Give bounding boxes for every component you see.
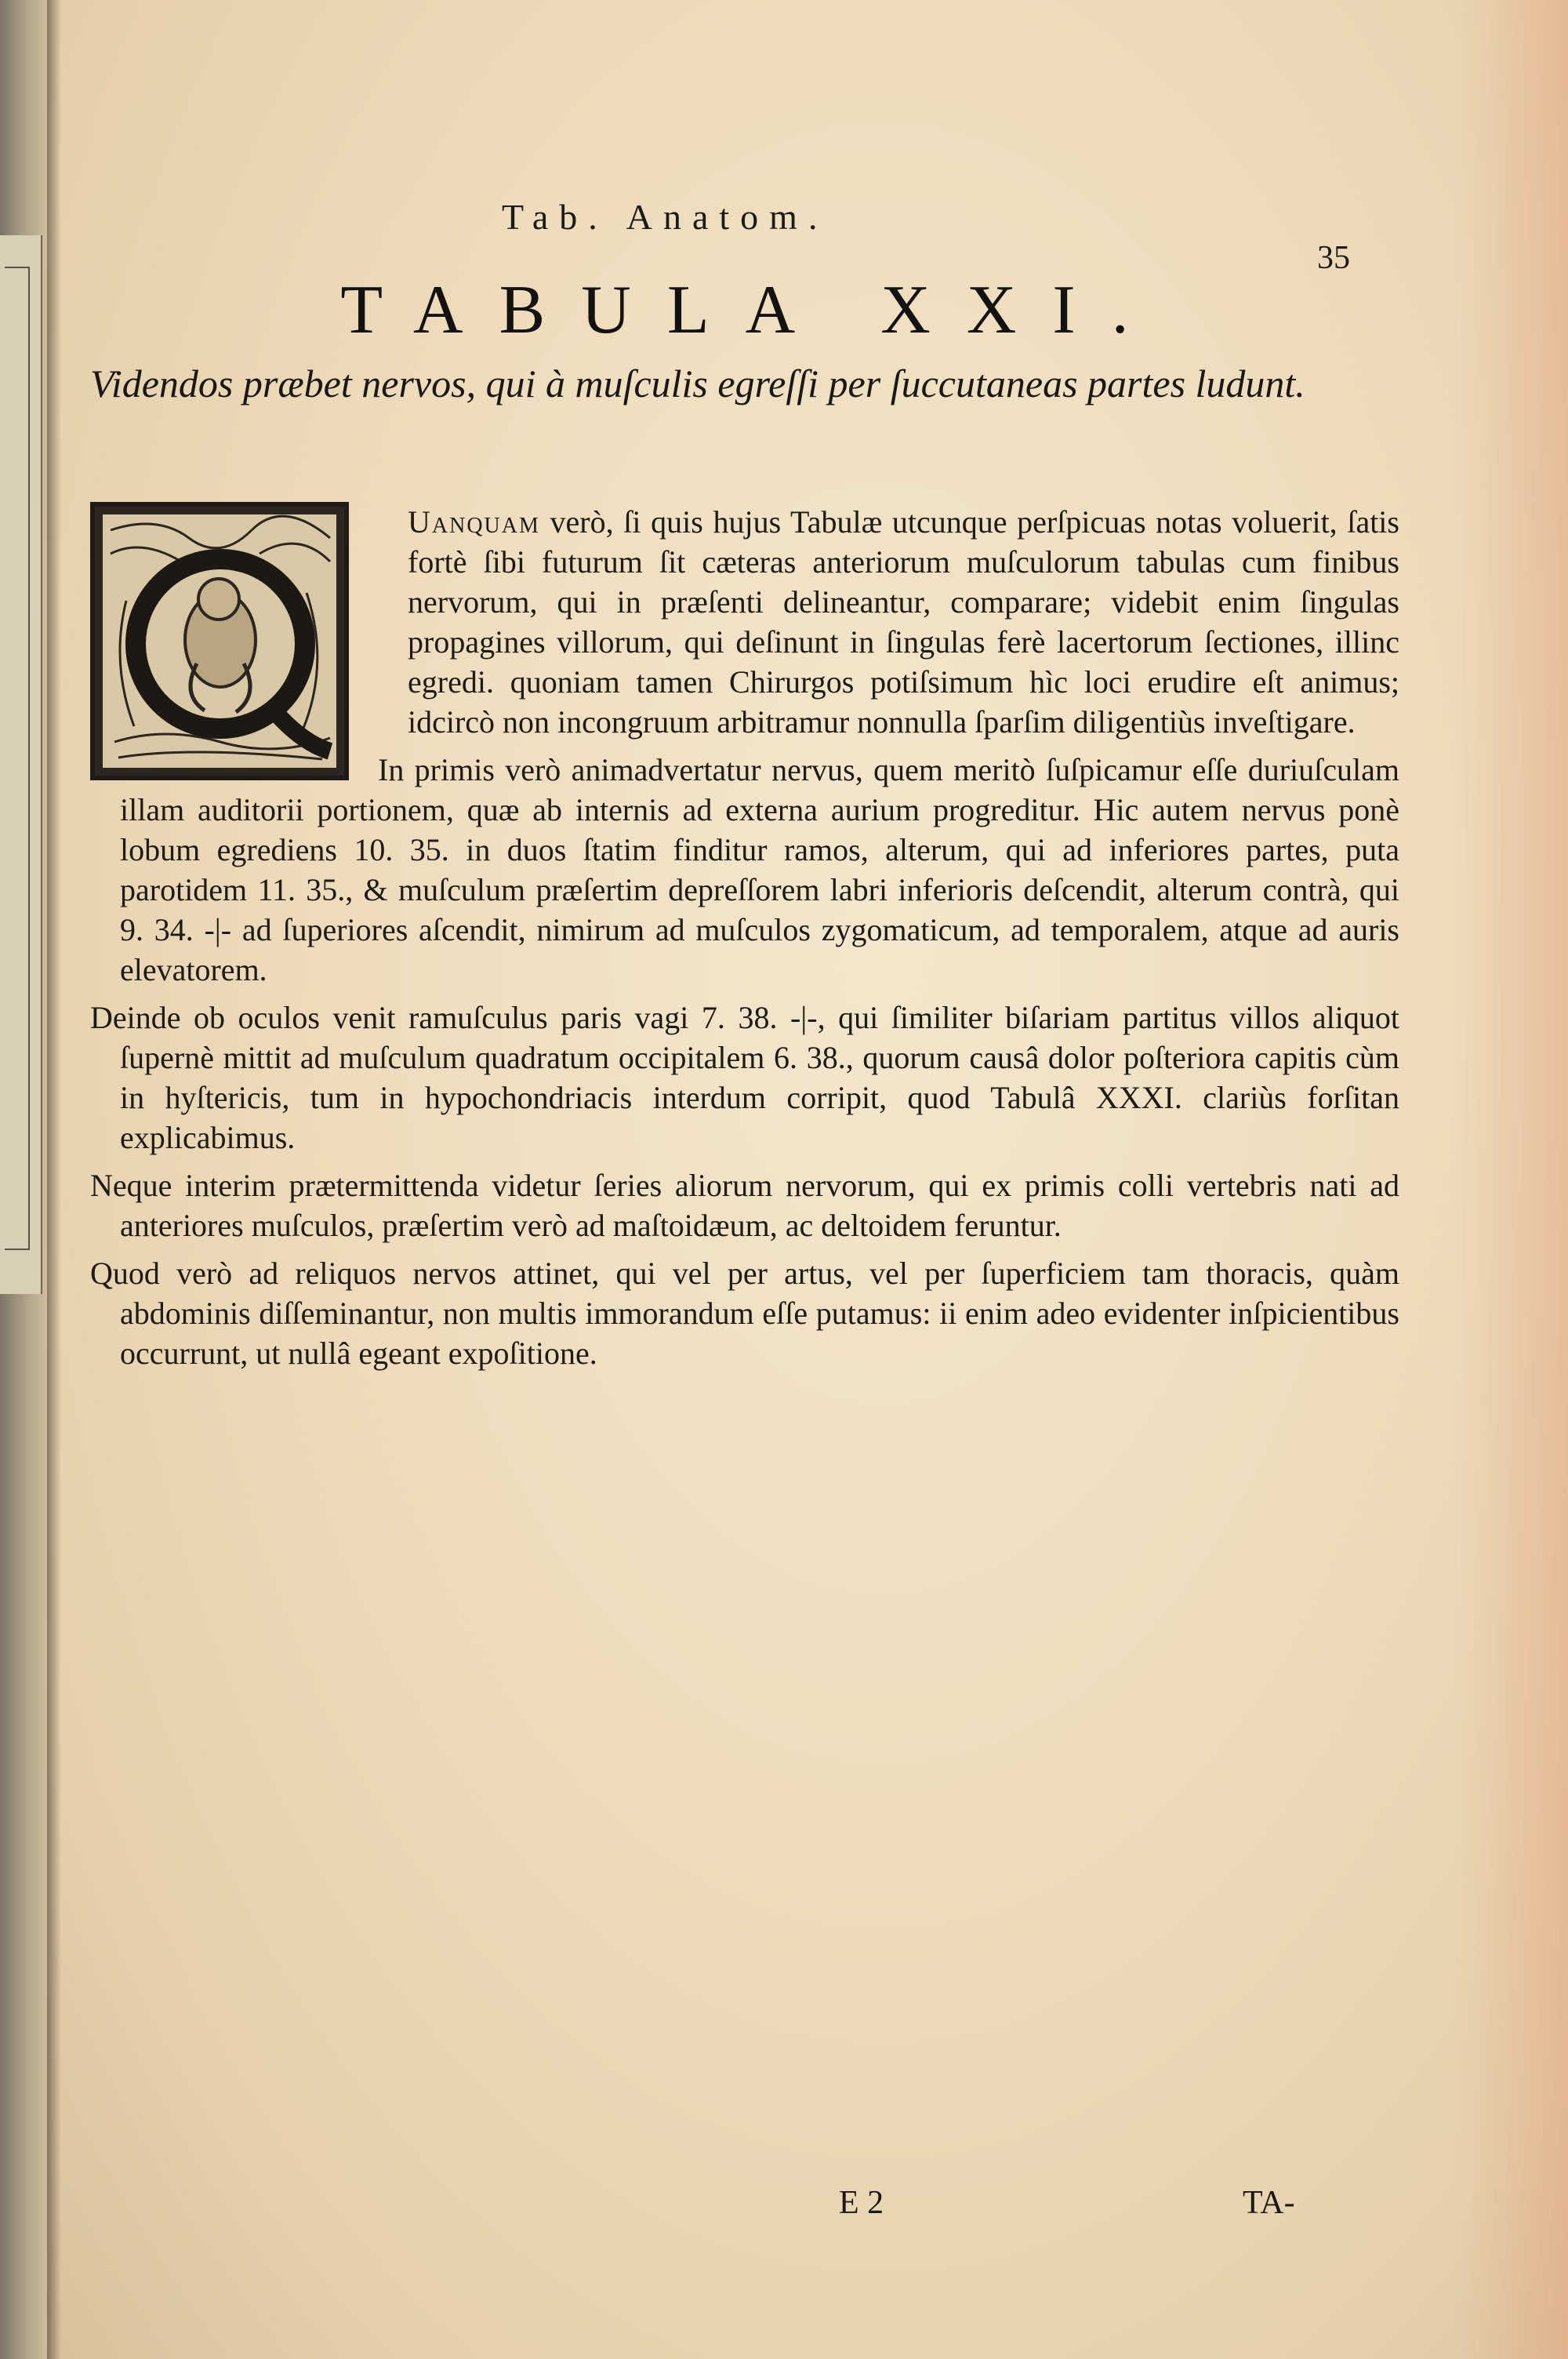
paragraph-1-text: verò, ſi quis hujus Tabulæ utcunque perſpicuas notas voluerit, ſatis fortè ſibi futurum ſit cæteras anteriorum muſculorum tabulas cum finibus nervorum, qui in præſenti delineantur, comparare; videbit enim ſingulas propagines villorum, qui deſinunt in ſingulas ferè lacertorum ſectiones, illinc egredi. quoniam tamen Chirurgos potiſsimum hìc loci erudire eſt animus; idcircò non incongruum arbitramur nonnulla ſparſim diligentiùs inveſtigare. xyxy=(408,504,1399,740)
facing-page-plate-edge xyxy=(0,235,42,1294)
plate-title: TABULA XXI. xyxy=(340,272,1165,348)
paragraph-3: Deinde ob oculos venit ramuſculus paris vagi 7. 38. -|-, qui ſimiliter biſariam partitus villos aliquot ſupernè mittit ad muſculum quadratum occipitalem 6. 38., quorum causâ dolor poſteriora capitis cùm in hyſtericis, tum in hypochondriacis interdum corripit, quod Tabulâ XXXI. clariùs forſitan explicabimus. xyxy=(90,1000,1399,1155)
decorated-initial-q-icon xyxy=(90,502,349,780)
paragraph-1-lead: Uanquam xyxy=(408,504,540,540)
initial-engraving xyxy=(95,507,344,776)
paragraph-5: Quod verò ad reliquos nervos attinet, qui vel per artus, vel per ſuperficiem tam thoracis, quàm abdominis diſſeminantur, non multis immorandum eſſe putamus: ii enim adeo evidenter inſpicientibus occurrunt, ut nullâ egeant expoſitione. xyxy=(90,1256,1399,1371)
plate-subtitle: Videndos præbet nervos, qui à muſculis egreſſi per ſuccutaneas partes ludunt. xyxy=(90,362,1305,405)
book-page xyxy=(47,0,1568,2359)
paragraph-2: In primis verò animadvertatur nervus, quem meritò ſuſpicamur eſſe duriuſculam illam auditorii portionem, quæ ab internis ad externa aurium progreditur. Hic autem nervus ponè lobum egrediens 10. 35. in duos ſtatim finditur ramos, alterum, qui ad inferiores partes, puta parotidem 11. 35., & muſculum præſertim depreſſorem labri inferioris deſcendit, alterum contrà, qui 9. 34. -|- ad ſuperiores aſcendit, nimirum ad muſculos zygomaticum, ad temporalem, atque ad auris elevatorem. xyxy=(120,752,1399,987)
signature-mark: E 2 xyxy=(839,2185,884,2221)
binding-gutter xyxy=(0,0,47,2359)
running-head: Tab. Anatom. xyxy=(502,197,829,237)
catchword: TA- xyxy=(1243,2185,1295,2221)
page-crease xyxy=(47,0,61,2359)
paragraph-4: Neque interim prætermittenda videtur ſeries aliorum nervorum, qui ex primis colli vertebris nati ad anteriores muſculos, præſertim verò ad maſtoidæum, ac deltoidem feruntur. xyxy=(90,1168,1399,1243)
page-number: 35 xyxy=(1317,240,1350,276)
